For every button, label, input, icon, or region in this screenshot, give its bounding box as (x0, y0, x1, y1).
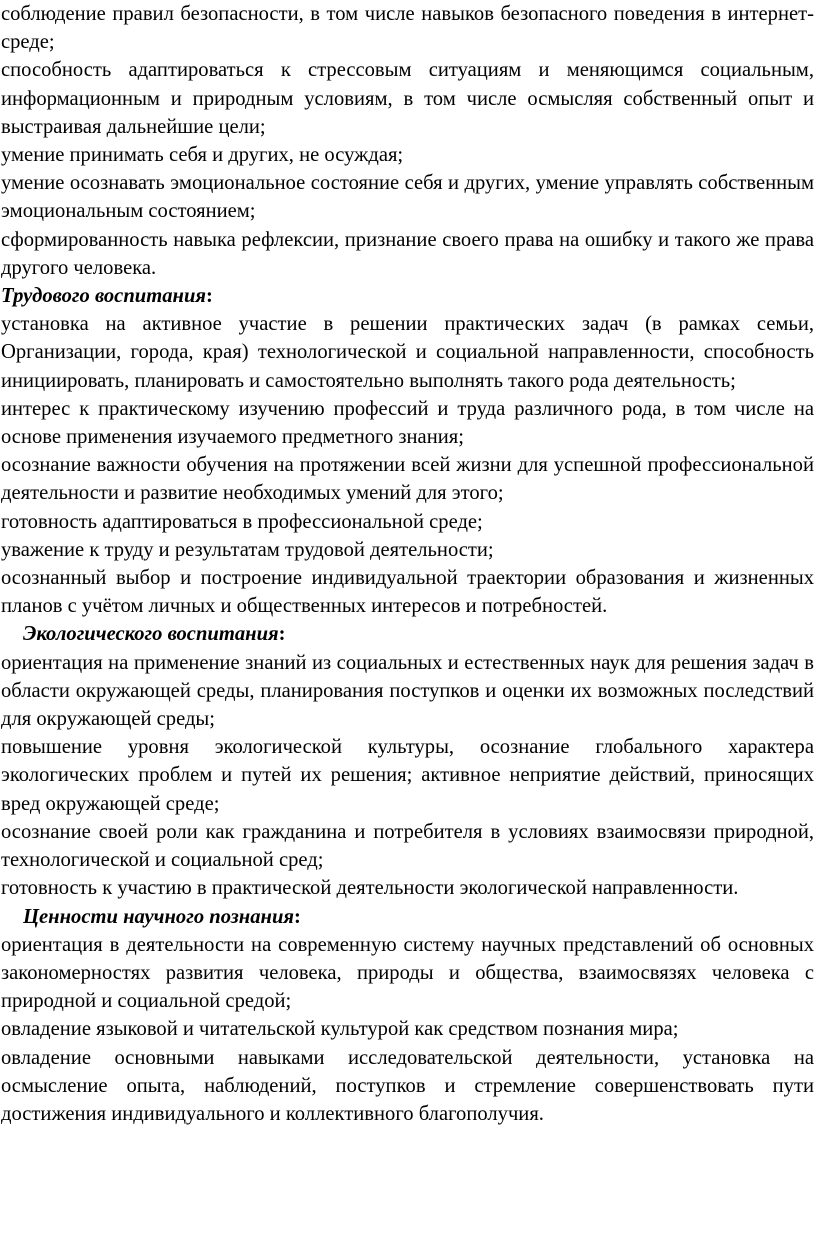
section-heading-labor (1, 282, 814, 310)
list-item: соблюдение правил безопасности, в том числе навыков безопасного поведения в интернет-среде; (1, 3, 814, 54)
list-item: овладение основными навыками исследовательской деятельности, установка на осмысление опыта, наблюдений, поступков и стремление совершенствовать пути достижения индивидуального и коллективного благополучия. (1, 1046, 814, 1125)
list-item: готовность адаптироваться в профессиональной среде; (1, 510, 483, 533)
list-item: установка на активное участие в решении практических задач (в рамках семьи, Организации, города, края) технологической и социальной направленности, способность инициировать, планировать и самостоятельно выполнять такого рода деятельность; (1, 313, 814, 392)
heading-colon: : (294, 905, 301, 928)
section-heading-text: Трудового воспитания (1, 285, 207, 308)
section-heading-text: Ценности научного познания (23, 905, 295, 928)
list-item: повышение уровня экологической культуры, осознание глобального характера экологических проблем и путей их решения; активное неприятие действий, приносящих вред окружающей среде; (1, 736, 814, 815)
list-item: овладение языковой и читательской культурой как средством познания мира; (1, 1018, 679, 1041)
section-heading-text: Экологического воспитания (23, 623, 279, 646)
list-item: умение принимать себя и других, не осуждая; (1, 144, 404, 167)
list-item: сформированность навыка рефлексии, признание своего права на ошибку и такого же права другого человека. (1, 228, 814, 279)
heading-colon: : (278, 623, 286, 646)
section-heading-ecology (1, 620, 814, 648)
list-item: интерес к практическому изучению профессий и труда различного рода, в том числе на основе применения изучаемого предметного знания; (1, 397, 814, 449)
list-item: осознание важности обучения на протяжении всей жизни для успешной профессиональной деятельности и развитие необходимых умений для этого; (1, 454, 814, 505)
section-heading-science (1, 903, 814, 931)
heading-colon: : (206, 285, 213, 308)
list-item: ориентация на применение знаний из социальных и естественных наук для решения задач в области окружающей среды, планирования поступков и оценки их возможных последствий для окружающей среды; (1, 651, 814, 731)
list-item: готовность к участию в практической деятельности экологической направленности. (1, 877, 739, 900)
list-item: ориентация в деятельности на современную систему научных представлений об основных закономерностях развития человека, природы и общества, взаимосвязях человека с природной и социальной средой; (1, 933, 814, 1013)
list-item: осознание своей роли как гражданина и потребителя в условиях взаимосвязи природной, технологической и социальной сред; (1, 820, 814, 872)
list-item: способность адаптироваться к стрессовым ситуациям и меняющимся социальным, информационным и природным условиям, в том числе осмысляя собственный опыт и выстраивая дальнейшие цели; (1, 59, 814, 138)
list-item: умение осознавать эмоциональное состояние себя и других, умение управлять собственным эмоциональным состоянием; (1, 172, 814, 223)
list-item: осознанный выбор и построение индивидуальной траектории образования и жизненных планов с учётом личных и общественных интересов и потребностей. (1, 567, 814, 618)
list-item: уважение к труду и результатам трудовой деятельности; (1, 538, 494, 561)
